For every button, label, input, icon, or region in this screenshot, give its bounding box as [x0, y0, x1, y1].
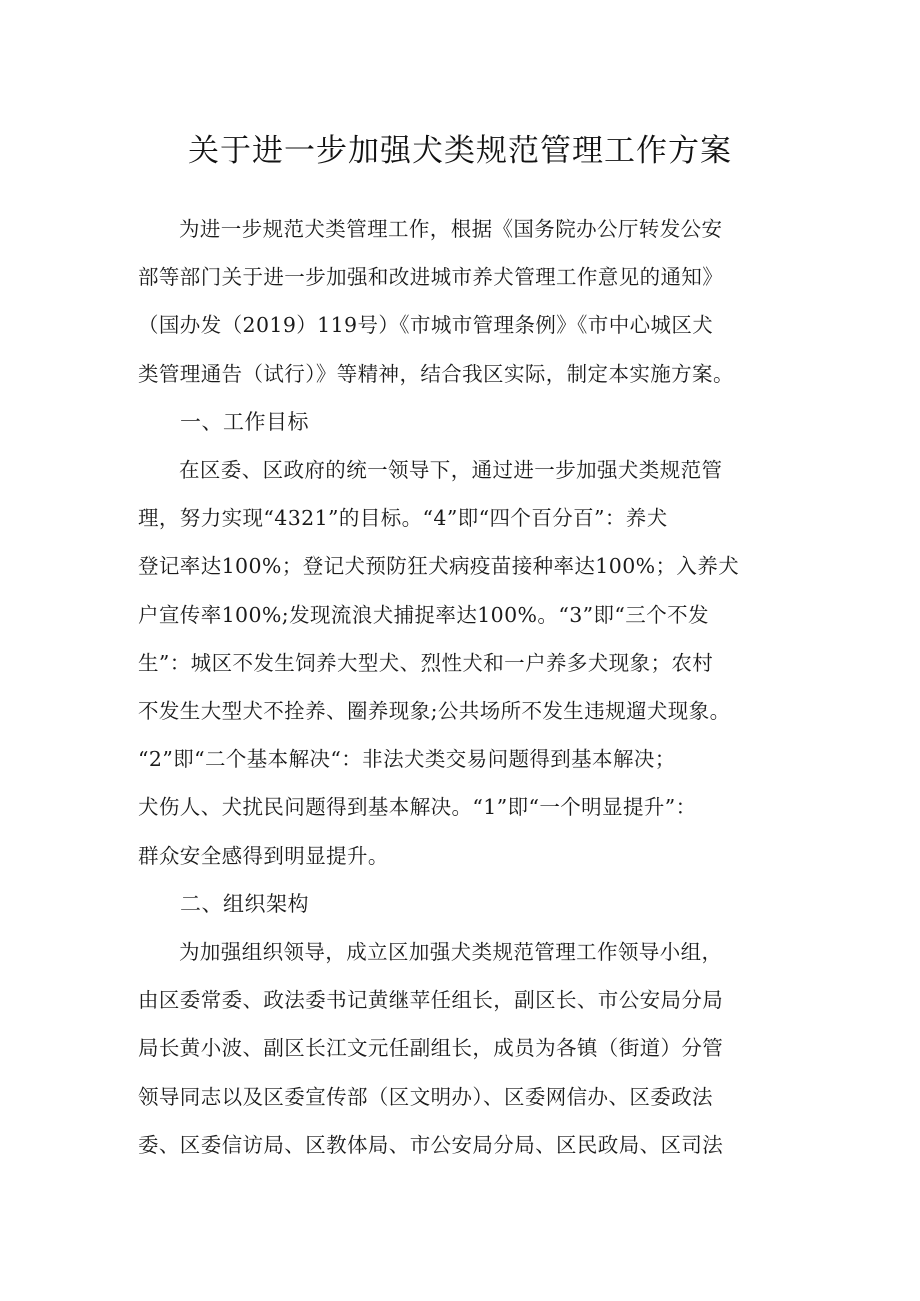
intro-line-1: 为进一步规范犬类管理工作，根据《国务院办公厅转发公安 [179, 217, 723, 241]
section1-line-8: 犬伤人、犬扰民问题得到基本解决。“1”即“一个明显提升”： [138, 795, 697, 820]
section2-heading: 二、组织架构 [180, 891, 309, 916]
document-body [138, 205, 802, 1169]
section1-line-6: 不发生大型犬不拴养、圈养现象;公共场所不发生违规遛犬现象。 [138, 699, 731, 724]
section1-line-1: 在区委、区政府的统一领导下，通过进一步加强犬类规范管 [179, 458, 723, 483]
intro-line-4: 类管理通告（试行）》等精神，结合我区实际，制定本实施方案。 [138, 361, 734, 386]
section2-line-1: 为加强组织领导，成立区加强犬类规范管理工作领导小组， [179, 940, 723, 965]
section1-heading: 一、工作目标 [180, 409, 309, 434]
section1-line-3: 登记率达100%；登记犬预防狂犬病疫苗接种率达100%；入养犬 [138, 554, 740, 579]
section1-line-2: 理，努力实现“4321”的目标。“4”即“四个百分百”：养犬 [138, 506, 668, 531]
section1-paragraph [138, 446, 802, 880]
section2-line-2: 由区委常委、政法委书记黄继苹任组长，副区长、市公安局分局 [138, 988, 724, 1013]
intro-line-3: （国办发（2019）119号）《市城市管理条例》《市中心城区犬 [138, 313, 714, 338]
section2-paragraph [138, 928, 802, 1169]
intro-line-2: 部等部门关于进一步加强和改进城市养犬管理工作意见的通知》 [138, 265, 724, 290]
section2-line-4: 领导同志以及区委宣传部（区文明办）、区委网信办、区委政法 [138, 1084, 713, 1109]
section1-line-9: 群众安全感得到明显提升。 [138, 843, 389, 868]
section2-line-3: 局长黄小波、副区长江文元任副组长，成员为各镇（街道）分管 [138, 1036, 724, 1061]
document-title: 关于进一步加强犬类规范管理工作方案 [188, 133, 732, 169]
section2-line-5: 委、区委信访局、区教体局、市公安局分局、区民政局、区司法 [138, 1132, 724, 1157]
intro-paragraph [138, 205, 802, 398]
section1-line-7: “2”即“二个基本解决“：非法犬类交易问题得到基本解决； [138, 747, 676, 772]
section1-line-5: 生”：城区不发生饲养大型犬、烈性犬和一户养多犬现象；农村 [138, 650, 714, 675]
section1-line-4: 户宣传率100%;发现流浪犬捕捉率达100%。“3”即“三个不发 [138, 602, 709, 627]
